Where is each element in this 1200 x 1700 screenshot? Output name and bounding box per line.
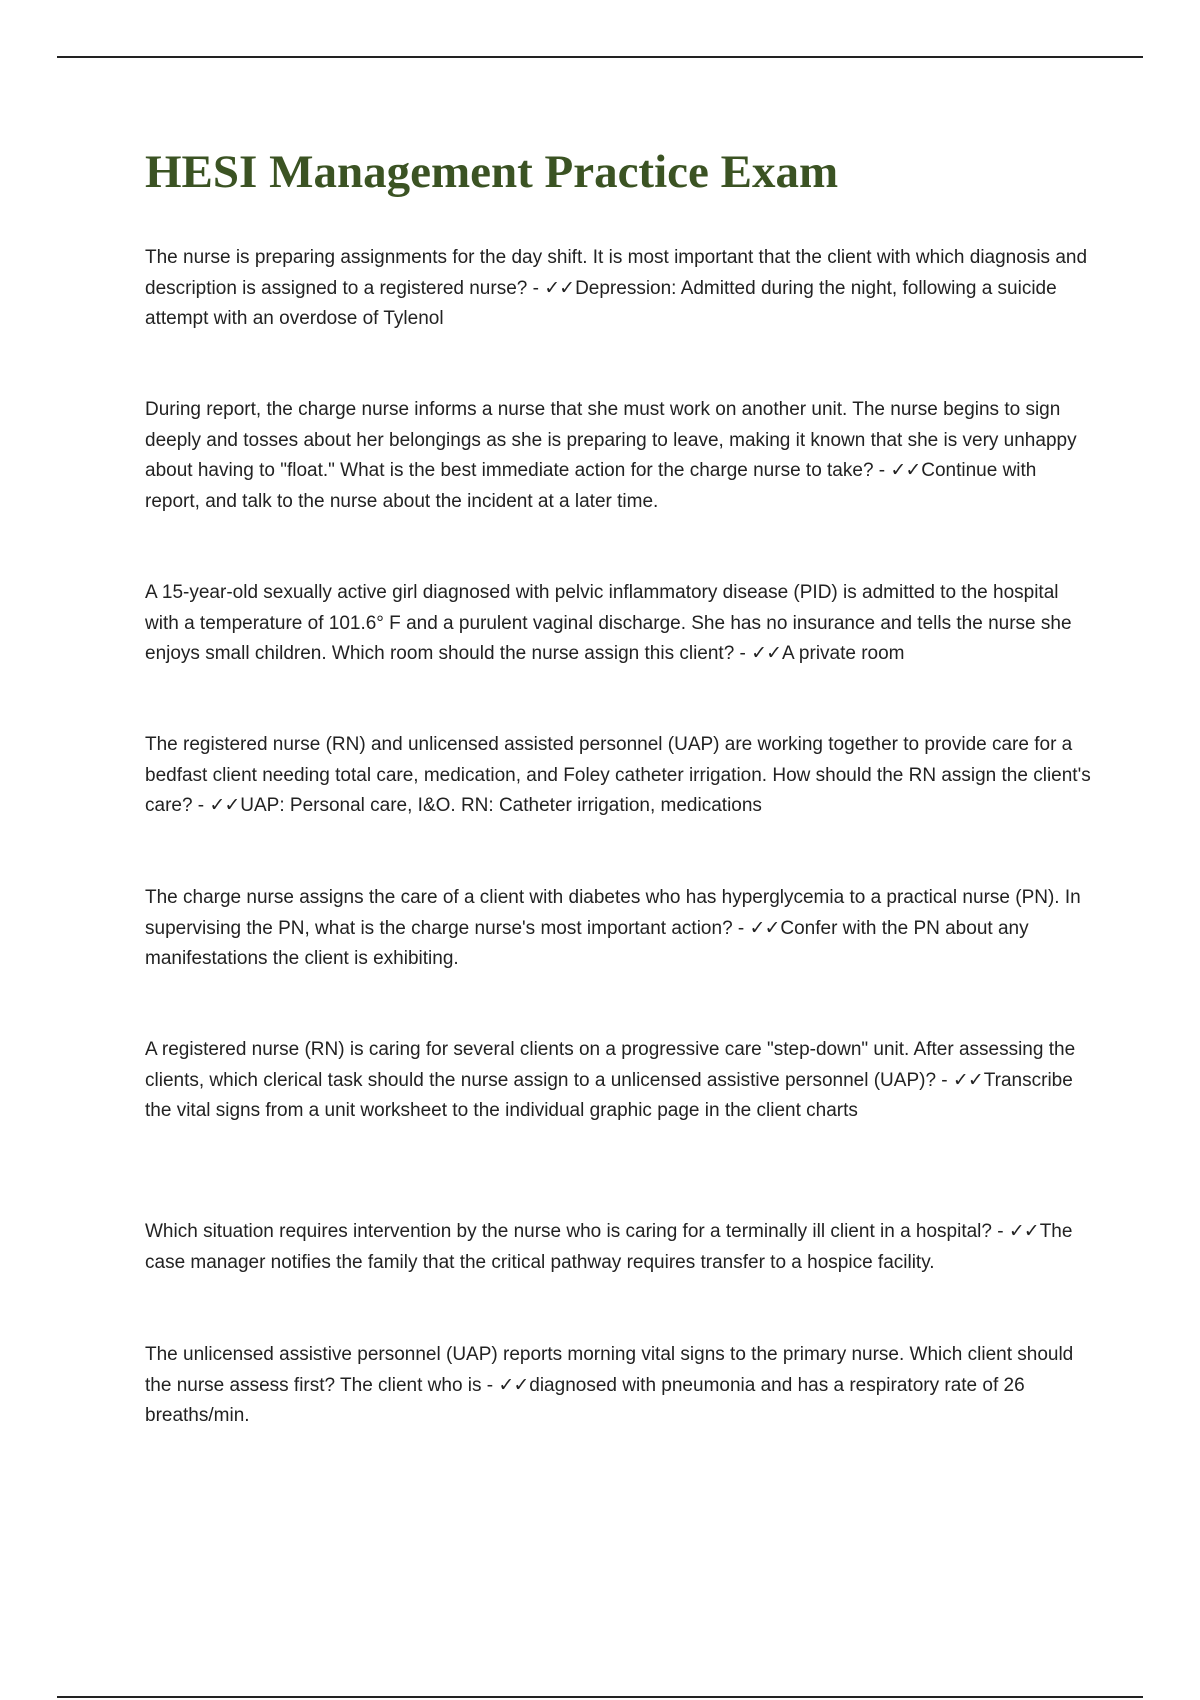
double-check-icon: ✓✓ [952,1069,983,1091]
question-text: The nurse is preparing assignments for the day shift. It is most important that the client with which diagnosis and description is assigned to a registered nurse? [145,247,1088,299]
qa-item [145,883,1095,975]
answer-text: A private room [782,643,905,664]
double-check-icon: ✓✓ [1008,1221,1039,1242]
separator: - [527,277,545,299]
question-text: The registered nurse (RN) and unlicensed assisted personnel (UAP) are working together to provide care for a bedfast client needing total care, medication, and Foley catheter irrigation. How should the RN assign the client's care? [145,734,1091,816]
qa-item [145,578,1095,670]
separator: - [734,643,752,664]
qa-item [145,730,1095,822]
answer-text: Depression: Admitted during the night, following a suicide attempt with an overdose of Tylenol [145,277,1057,329]
double-check-icon: ✓✓ [544,277,575,299]
double-check-icon: ✓✓ [498,1374,529,1396]
question-text: During report, the charge nurse informs a nurse that she must work on another unit. The nurse begins to sign deeply and tosses about her belongings as she is preparing to leave, making it known that she is very unhappy about having to "float." What is the best immediate action for the charge nurse to take? [145,399,1077,481]
double-check-icon: ✓✓ [890,460,921,481]
question-text: The unlicensed assistive personnel (UAP) reports morning vital signs to the primary nurse. Which client should the nurse assess first? The client who is [145,1344,1074,1396]
qa-item [145,243,1095,335]
answer-text: diagnosed with pneumonia and has a respiratory rate of 26 breaths/min. [145,1374,1025,1426]
double-check-icon: ✓✓ [209,795,240,816]
answer-text: Continue with report, and talk to the nurse about the incident at a later time. [145,460,1037,512]
qa-item [145,1035,1095,1127]
answer-text: UAP: Personal care, I&O. RN: Catheter irrigation, medications [240,795,762,816]
qa-item [145,1340,1095,1432]
header-rule [57,56,1143,58]
question-text: The charge nurse assigns the care of a client with diabetes who has hyperglycemia to a practical nurse (PN). In supervising the PN, what is the charge nurse's most important action? [145,887,1081,939]
separator: - [481,1374,499,1396]
qa-item [145,1217,1095,1278]
separator: - [873,460,891,481]
separator: - [732,917,750,939]
double-check-icon: ✓✓ [749,917,780,939]
question-text: A 15-year-old sexually active girl diagnosed with pelvic inflammatory disease (PID) is admitted to the hospital with a temperature of 101.6° F and a purulent vaginal discharge. She has no insurance and tells the nurse she enjoys small children. Which room should the nurse assign this client? [145,582,1072,664]
answer-text: Confer with the PN about any manifestations the client is exhibiting. [145,917,1029,969]
page-title: HESI Management Practice Exam [145,146,839,198]
double-check-icon: ✓✓ [751,643,782,664]
qa-item [145,395,1095,517]
answer-text: The case manager notifies the family that the critical pathway requires transfer to a hospice facility. [145,1221,1073,1273]
question-text: A registered nurse (RN) is caring for several clients on a progressive care "step-down" unit. After assessing the clients, which clerical task should the nurse assign to a unlicensed assistive personnel (UAP)? [145,1039,1076,1091]
separator: - [192,795,210,816]
question-text: Which situation requires intervention by the nurse who is caring for a terminally ill client in a hospital? [145,1221,992,1242]
separator: - [991,1221,1009,1242]
separator: - [936,1069,953,1091]
footer-rule [57,1696,1143,1698]
answer-text: Transcribe the vital signs from a unit worksheet to the individual graphic page in the client charts [145,1069,1073,1121]
